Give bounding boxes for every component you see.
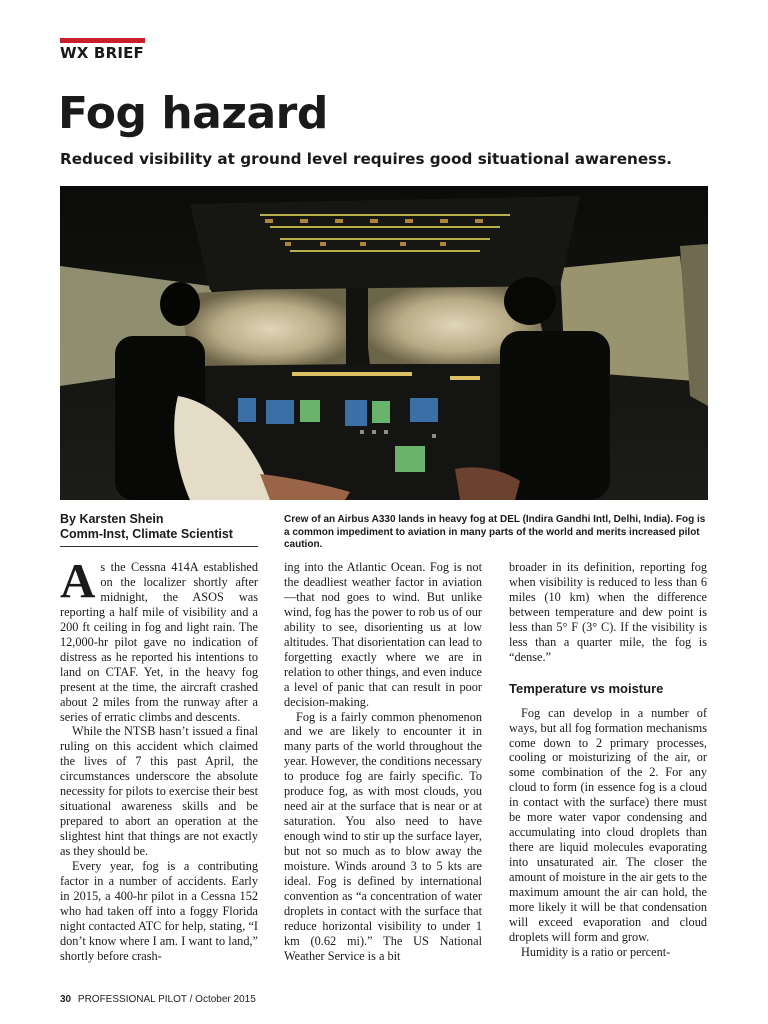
paragraph: Every year, fog is a contributing factor in a number of accidents. Early in 2015, a 400-hr pilot in a Cessna 152 who had taken off into a foggy Florida night contacted ATC for help, stating, “I don’t know where I am. I want to land,” shortly before crash-	[60, 859, 258, 963]
cockpit-photo	[60, 186, 708, 500]
drop-cap: A	[60, 553, 96, 608]
section-accent-bar	[60, 38, 145, 43]
paragraph: Humidity is a ratio or percent-	[521, 944, 671, 959]
body-column-3	[509, 560, 707, 960]
body-column-2	[284, 560, 482, 964]
page-footer	[60, 994, 256, 1005]
footer-separator: /	[189, 994, 193, 1005]
paragraph: ing into the Atlantic Ocean. Fog is not the deadliest weather factor in aviation—that nod goes to wind. But unlike wind, fog has the power to rob us of our ability to see, disorienting us at low altitudes. That disorientation can lead to forgetting exactly where we are in relation to other things, and even induce a level of panic that can result in poor decision-making.	[284, 560, 482, 709]
photo-caption: Crew of an Airbus A330 lands in heavy fog at DEL (Indira Gandhi Intl, Delhi, India). Fog is a common impediment to aviation in many parts of the world and merits increased pilot caution.	[284, 514, 706, 550]
paragraph: Fog is a fairly common phenomenon and we are likely to encounter it in many parts of the world throughout the year. However, the conditions necessary to produce fog are fairly specific. To produce fog, as with most clouds, you need air at the surface that is near or at saturation. You also need to have enough wind to stir up the surface layer, but not so much as to blow away the moisture. Winds around 3 to 5 kts are ideal. Fog is defined by international convention as “a concentration of water droplets in contact with the surface that reduce horizontal visibility to under 1 km (0.62 mi).” The US National Weather Service is a bit	[284, 709, 482, 963]
paragraph: broader in its definition, reporting fog when visibility is reduced to less than 6 miles (10 km) when the difference between temperature and dew point is less than 5° F (3° C). If the visibility is less than a quarter mile, the fog is “dense.”	[509, 560, 707, 664]
author-credentials: Comm-Inst, Climate Scientist	[60, 527, 233, 541]
paragraph-text: s the Cessna 414A established on the localizer shortly after midnight, the ASOS was reporting a half mile of visibility and a 200 ft ceiling in fog and light rain. The 12,000-hr pilot gave no indication of distress as he reported his intentions to land on CTAF. Yet, in the heavy fog present at the time, the aircraft crashed about 2 miles from the runway after a series of erratic climbs and descents.	[60, 560, 258, 724]
byline-rule	[60, 546, 258, 547]
article-subtitle: Reduced visibility at ground level requires good situational awareness.	[60, 150, 673, 168]
section-label: WX BRIEF	[60, 44, 144, 62]
page-number: 30	[60, 994, 72, 1005]
byline	[60, 512, 270, 542]
body-column-1	[60, 553, 258, 964]
issue-date: October 2015	[195, 994, 256, 1005]
paragraph: Fog can develop in a number of ways, but all fog formation mechanisms come down to 2 primary processes, cooling or moisturizing of the air, or some combination of the 2. For any cloud to form (in essence fog is a cloud in contact with the surface) there must be more water vapor condensing and accumulating into cloud droplets than there are liquid molecules evaporating into unsaturated air. The closer the amount of moisture in the air gets to the maximum amount the air can hold, the more likely it will be that condensation will exceed evaporation and cloud droplets will form and grow.	[509, 705, 707, 944]
author-name: By Karsten Shein	[60, 512, 164, 526]
publication-name: PROFESSIONAL PILOT	[77, 994, 187, 1005]
section-subhead: Temperature vs moisture	[509, 680, 664, 696]
paragraph	[60, 553, 258, 724]
paragraph: While the NTSB hasn’t issued a final ruling on this accident which claimed the lives of 7 this past April, the circumstances underscore the absolute necessity for pilots to exercise their best situational awareness skills and be prepared to abort an operation at the slightest hint that things are not exactly as they should be.	[60, 724, 258, 859]
article-title: Fog hazard	[58, 88, 328, 139]
